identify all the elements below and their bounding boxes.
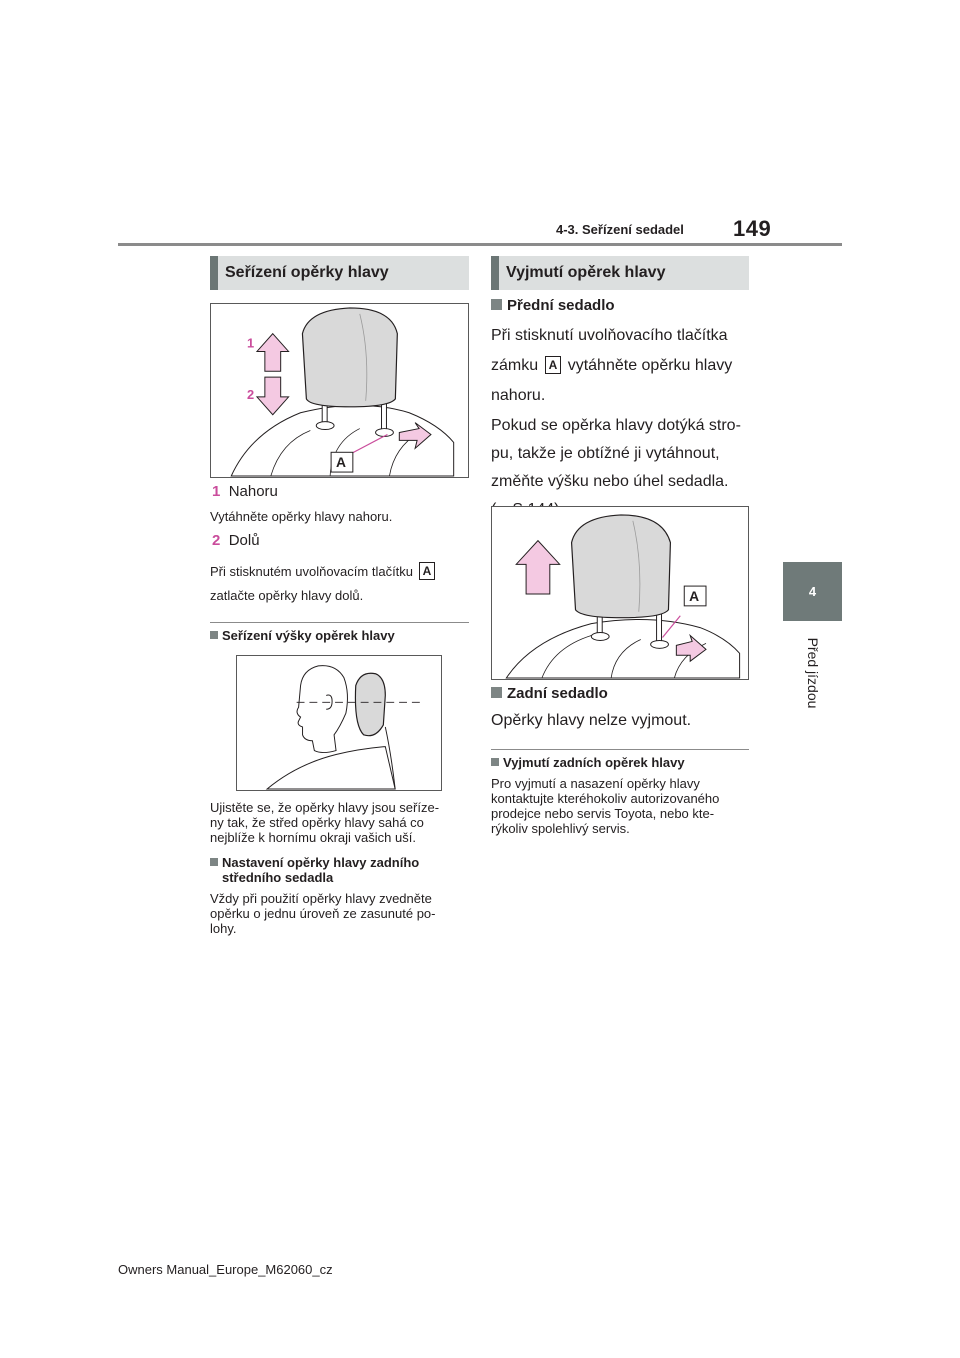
figure-label-a: A bbox=[336, 454, 347, 471]
chapter-number: 4 bbox=[808, 584, 817, 599]
figure-label-1: 1 bbox=[247, 335, 255, 351]
item-up-desc: Vytáhněte opěrky hlavy nahoru. bbox=[210, 509, 393, 524]
figure-label-2: 2 bbox=[247, 386, 255, 402]
note-text-height: Ujistěte se, že opěrky hlavy jsou seříze- ny tak, že střed opěrky hlavy sahá co nejblíže k hornímu okraji vašich uší. bbox=[210, 800, 440, 845]
footer-manual-id: Owners Manual_Europe_M62060_cz bbox=[118, 1262, 333, 1277]
item-number: 1 bbox=[212, 483, 221, 500]
item-up bbox=[212, 483, 278, 500]
headrest-remove-illustration bbox=[492, 507, 748, 679]
figure-label-a: A bbox=[689, 587, 700, 604]
item-down bbox=[212, 532, 260, 549]
note-title-height: Seřízení výšky opěrek hlavy bbox=[210, 628, 395, 643]
chapter-label: Před jízdou bbox=[805, 637, 821, 709]
figure-headrest-adjust bbox=[210, 303, 469, 478]
section-heading: 4-3. Seřízení sedadel bbox=[556, 222, 684, 237]
page-number: 149 bbox=[733, 216, 772, 241]
item-title: Dolů bbox=[228, 532, 260, 549]
figure-headrest-remove bbox=[491, 506, 749, 680]
figure-headrest-height bbox=[236, 655, 442, 791]
note-divider bbox=[491, 749, 749, 750]
item-title: Nahoru bbox=[228, 483, 278, 500]
note-title-remove-rear: Vyjmutí zadních opěrek hlavy bbox=[491, 755, 685, 770]
chapter-tab[interactable] bbox=[783, 562, 842, 621]
release-button-marker: A bbox=[545, 356, 562, 374]
head-height-illustration bbox=[237, 656, 441, 790]
rear-seat-title: Zadní sedadlo bbox=[491, 685, 608, 702]
release-button-marker: A bbox=[419, 562, 436, 580]
front-seat-title: Přední sedadlo bbox=[491, 297, 615, 314]
section-title-remove: Vyjmutí opěrek hlavy bbox=[491, 256, 749, 290]
note-text-rear-middle: Vždy při použití opěrky hlavy zvedněte opěrku o jednu úroveň ze zasunuté po- lohy. bbox=[210, 891, 436, 936]
headrest-adjust-illustration bbox=[211, 304, 468, 477]
item-number: 2 bbox=[212, 532, 221, 549]
item-down-desc: Při stisknutém uvolňovacím tlačítku A bbox=[210, 562, 437, 580]
note-divider bbox=[210, 622, 469, 623]
front-seat-text: Při stisknutí uvolňovacího tlačítka zámku A vytáhněte opěrku hlavy nahoru. Pokud se opěrka hlavy dotýká stro- pu, takže je obtížné ji vytáhnout, změňte výšku nebo úhel sedadla. bbox=[491, 322, 751, 524]
note-title-rear-middle: Nastavení opěrky hlavy zadního středního sedadla bbox=[210, 855, 419, 885]
section-title-adjust: Seřízení opěrky hlavy bbox=[210, 256, 469, 290]
header-rule bbox=[118, 243, 842, 246]
note-text-remove-rear: Pro vyjmutí a nasazení opěrky hlavy kontaktujte kteréhokoliv autorizovaného prodejce nebo servis Toyota, nebo kte- rýkoliv spolehlivý servis. bbox=[491, 776, 720, 836]
item-down-desc-2: zatlačte opěrky hlavy dolů. bbox=[210, 588, 364, 603]
rear-seat-text: Opěrky hlavy nelze vyjmout. bbox=[491, 712, 692, 729]
